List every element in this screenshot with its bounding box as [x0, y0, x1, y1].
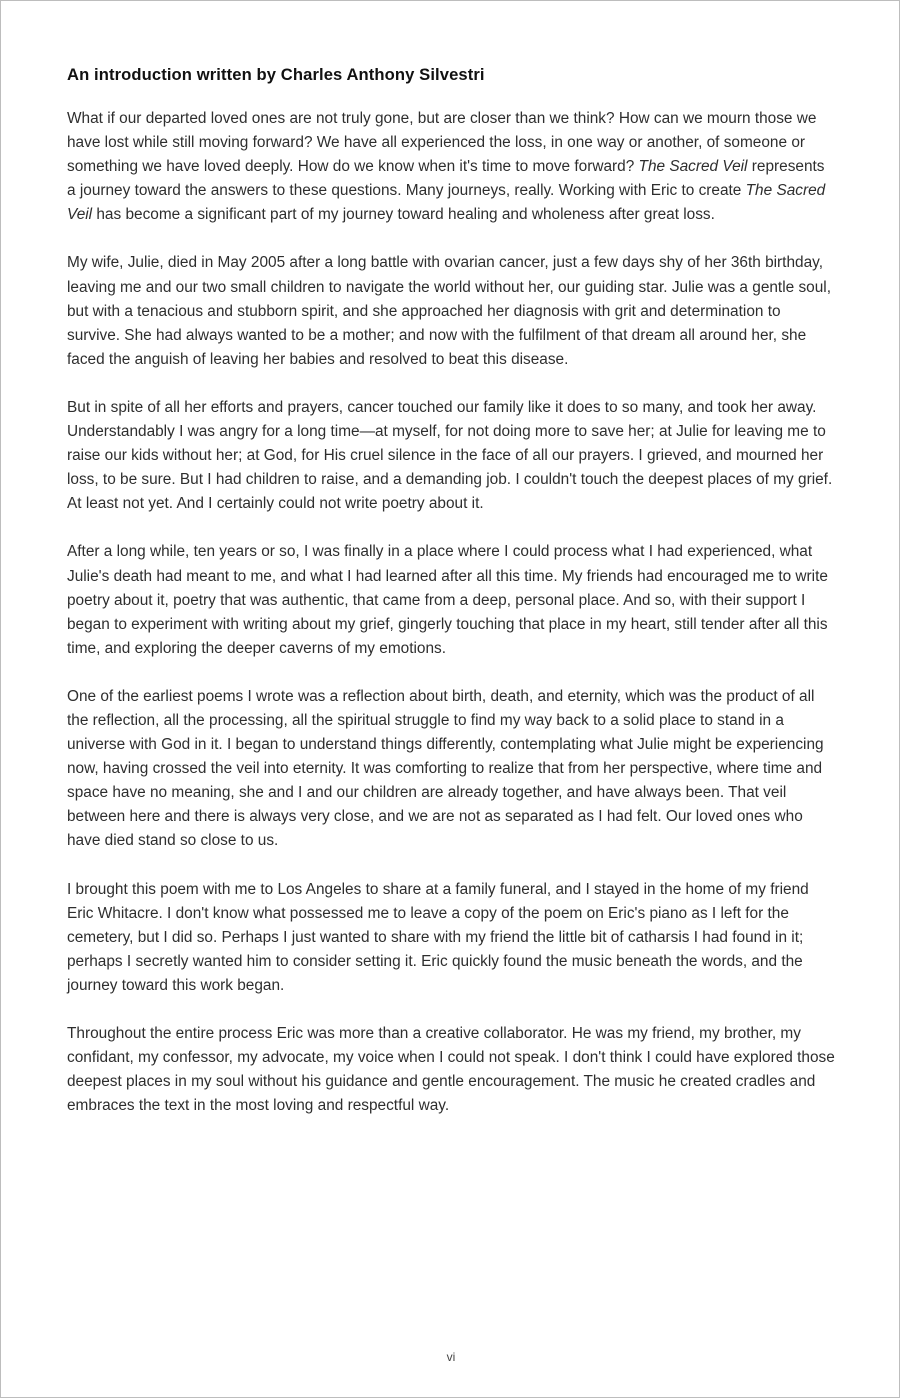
paragraph: But in spite of all her efforts and prayers, cancer touched our family like it does to so many, and took her away. Understandably I was angry for a long time—at myself, for not doing more to save her; at Julie for leaving me to raise our kids without her; at God, for His cruel silence in the face of all our prayers. I grieved, and mourned her loss, to be sure. But I had children to raise, and a demanding job. I couldn't touch the deepest places of my grief. At least not yet. And I certainly could not write poetry about it. — [67, 398, 833, 513]
paragraph: One of the earliest poems I wrote was a reflection about birth, death, and eternity, which was the product of all the reflection, all the processing, all the spiritual struggle to find my way back to a solid place to stand in a universe with God in it. I began to understand things differently, contemplating what Julie might be experiencing now, having crossed the veil into eternity. It was comforting to realize that from her perspective, where time and space have no meaning, she and I and our children are already together, and have always been. That veil between here and there is always very close, and we are not as separated as I had felt. Our loved ones who have died stand so close to us. — [67, 687, 824, 850]
title-italic: The Sacred Veil — [638, 158, 748, 176]
title-italic: The Sacred Veil — [67, 182, 826, 224]
page-heading: An introduction written by Charles Anthony Silvestri — [67, 65, 485, 84]
page-number: vi — [446, 1350, 456, 1364]
paragraph: My wife, Julie, died in May 2005 after a long battle with ovarian cancer, just a few days shy of her 36th birthday, leaving me and our two small children to navigate the world without her, our guiding star. Julie was a gentle soul, but with a tenacious and stubborn spirit, and she approached her diagnosis with grit and determination to survive. She had always wanted to be a mother; and now with the fulfilment of that dream all around her, she faced the anguish of leaving her babies and resolved to beat this disease. — [67, 254, 831, 368]
page-content — [67, 63, 835, 1142]
paragraph: I brought this poem with me to Los Angeles to share at a family funeral, and I stayed in the home of my friend Eric Whitacre. I don't know what possessed me to leave a copy of the poem on Eric's piano as I left for the cemetery, but I did so. Perhaps I just wanted to share with my friend the little bit of catharsis I had found in it; perhaps I secretly wanted him to consider setting it. Eric quickly found the music beneath the words, and the journey toward this work began. — [67, 880, 809, 994]
paragraph: What if our departed loved ones are not truly gone, but are closer than we think? How can we mourn those we have lost while still moving forward? We have all experienced the loss, in one way or another, of someone or something we have loved deeply. How do we know when it's time to move forward? The Sacred Veil represents a journey toward the answers to these questions. Many journeys, really. Working with Eric to create The Sacred Veil has become a significant part of my journey toward healing and wholeness after great loss. — [67, 110, 826, 224]
paragraph: Throughout the entire process Eric was more than a creative collaborator. He was my friend, my brother, my confidant, my confessor, my advocate, my voice when I could not speak. I don't think I could have explored those deepest places in my soul without his guidance and gentle encouragement. The music he created cradles and embraces the text in the most loving and respectful way. — [67, 1025, 835, 1115]
paragraph: After a long while, ten years or so, I was finally in a place where I could process what I had experienced, what Julie's death had meant to me, and what I had learned after all this time. My friends had encouraged me to write poetry about it, poetry that was authentic, that came from a deep, personal place. And so, with their support I began to experiment with writing about my grief, gingerly touching that place in my heart, still tender after all this time, and exploring the deeper caverns of my emotions. — [67, 543, 828, 657]
